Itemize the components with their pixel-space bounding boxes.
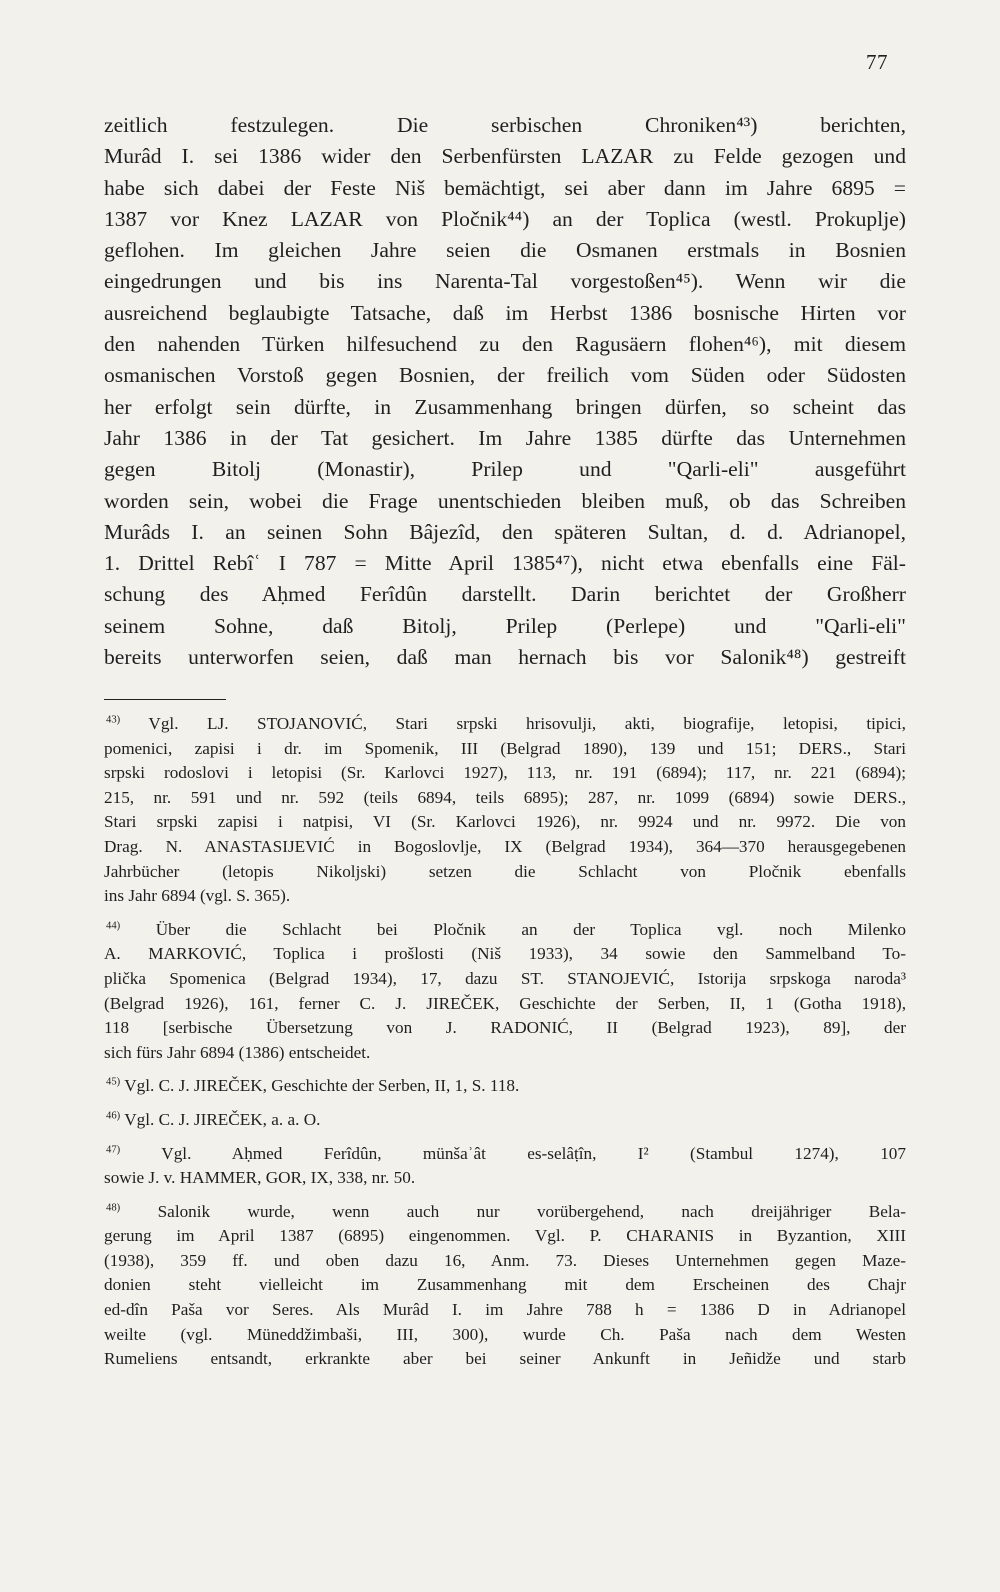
body-line: geflohen. Im gleichen Jahre seien die Osmanen erstmals in Bosnien: [104, 238, 906, 263]
footnote-marker: 48): [106, 1201, 121, 1213]
footnote-47: [104, 1142, 906, 1191]
footnote-48: [104, 1200, 906, 1372]
main-text: [104, 110, 906, 673]
footnote-line: Rumeliens entsandt, erkrankte aber bei seiner Ankunft in Jeñidže und starb: [104, 1349, 906, 1369]
footnote-line: Drag. N. ANASTASIJEVIĆ in Bogoslovlje, IX (Belgrad 1934), 364—370 herausgegebenen: [104, 836, 906, 856]
body-line: seinem Sohne, daß Bitolj, Prilep (Perlepe) und "Qarli-eli": [104, 613, 906, 638]
body-line: bereits unterworfen seien, daß man hernach bis vor Salonik⁴⁸) gestreift: [104, 645, 906, 670]
footnote-marker: 45): [106, 1076, 121, 1088]
footnote-marker: 46): [106, 1110, 121, 1122]
footnote-44: [104, 918, 906, 1066]
footnote-text: Vgl. LJ. STOJANOVIĆ, Stari srpski hrisovulji, akti, biografije, letopisi, tipici,: [148, 714, 906, 733]
footnote-line: plička Spomenica (Belgrad 1934), 17, dazu ST. STANOJEVIĆ, Istorija srpskoga naroda³: [104, 968, 906, 988]
body-line: 1. Drittel Rebîʿ I 787 = Mitte April 1385⁴⁷), nicht etwa ebenfalls eine Fäl-: [104, 551, 906, 576]
footnote-line: A. MARKOVIĆ, Toplica i prošlosti (Niš 1933), 34 sowie den Sammelband To-: [104, 944, 906, 964]
footnote-46: [104, 1108, 906, 1133]
body-line: 1387 vor Knez LAZAR von Pločnik⁴⁴) an der Toplica (westl. Prokuplje): [104, 206, 906, 231]
body-line: osmanischen Vorstoß gegen Bosnien, der freilich vom Süden oder Südosten: [104, 363, 906, 388]
footnote-45: [104, 1074, 906, 1099]
footnote-line: sich fürs Jahr 6894 (1386) entscheidet.: [104, 1042, 371, 1062]
footnote-marker: 47): [106, 1143, 121, 1155]
footnotes: [104, 712, 906, 1381]
body-line: den nahenden Türken hilfesuchend zu den Ragusäern flohen⁴⁶), mit diesem: [104, 332, 906, 357]
footnote-line: 215, nr. 591 und nr. 592 (teils 6894, teils 6895); 287, nr. 1099 (6894) sowie DERS.,: [104, 787, 906, 807]
footnote-line: donien steht vielleicht im Zusammenhang mit dem Erscheinen des Chajr: [104, 1275, 906, 1295]
footnote-text: Salonik wurde, wenn auch nur vorübergehend, nach dreijähriger Bela-: [157, 1201, 907, 1221]
footnote-line: 118 [serbische Übersetzung von J. RADONIĆ, II (Belgrad 1923), 89], der: [104, 1018, 906, 1038]
body-line: zeitlich festzulegen. Die serbischen Chroniken⁴³) berichten,: [104, 113, 906, 137]
footnote-line: Stari srpski zapisi i natpisi, VI (Sr. Karlovci 1926), nr. 9924 und nr. 9972. Die von: [104, 812, 906, 832]
footnote-line: [104, 1074, 906, 1099]
footnote-line: gerung im April 1387 (6895) eingenommen. Vgl. P. CHARANIS in Byzantion, XIII: [104, 1226, 906, 1246]
body-line: worden sein, wobei die Frage unentschieden bleiben muß, ob das Schreiben: [104, 488, 906, 513]
footnote-line: pomenici, zapisi i dr. im Spomenik, III (Belgrad 1890), 139 und 151; DERS., Stari: [104, 738, 906, 758]
body-line: Murâd I. sei 1386 wider den Serbenfürsten LAZAR zu Felde gezogen und: [104, 144, 906, 169]
footnote-marker: 44): [106, 920, 121, 932]
footnote-line: srpski rodoslovi i letopisi (Sr. Karlovci 1927), 113, nr. 191 (6894); 117, nr. 221 (6894);: [104, 763, 906, 783]
footnote-line: [104, 1200, 906, 1225]
footnote-text: Vgl. C. J. JIREČEK, Geschichte der Serben, II, 1, S. 118.: [124, 1076, 520, 1096]
body-line: gegen Bitolj (Monastir), Prilep und "Qarli-eli" ausgeführt: [104, 457, 906, 482]
footnote-line: ed-dîn Paša vor Seres. Als Murâd I. im Jahre 788 h = 1386 D in Adrianopel: [104, 1300, 906, 1320]
body-line: Jahr 1386 in der Tat gesichert. Im Jahre 1385 dürfte das Unternehmen: [104, 425, 906, 450]
footnote-line: ins Jahr 6894 (vgl. S. 365).: [104, 886, 291, 906]
footnote-line: sowie J. v. HAMMER, GOR, IX, 338, nr. 50.: [104, 1168, 416, 1188]
footnote-line: (Belgrad 1926), 161, ferner C. J. JIREČEK, Geschichte der Serben, II, 1 (Gotha 1918),: [104, 993, 906, 1013]
body-line: habe sich dabei der Feste Niš bemächtigt, sei aber dann im Jahre 6895 =: [104, 175, 906, 200]
footnote-line: weilte (vgl. Müneddžimbaši, III, 300), wurde Ch. Paša nach dem Westen: [104, 1324, 906, 1344]
footnote-line: (1938), 359 ff. und oben dazu 16, Anm. 73. Dieses Unternehmen gegen Maze-: [104, 1250, 906, 1270]
page-number: 77: [866, 50, 888, 74]
footnote-line: [104, 1142, 906, 1167]
footnote-line: [104, 1108, 906, 1133]
body-line: her erfolgt sein dürfte, in Zusammenhang bringen dürfen, so scheint das: [104, 394, 906, 419]
body-line: ausreichend beglaubigte Tatsache, daß im Herbst 1386 bosnische Hirten vor: [104, 300, 906, 325]
body-line: schung des Aḥmed Ferîdûn darstellt. Darin berichtet der Großherr: [104, 582, 906, 607]
footnote-separator: [104, 699, 226, 700]
body-line: eingedrungen und bis ins Narenta-Tal vorgestoßen⁴⁵). Wenn wir die: [104, 269, 906, 294]
body-line: Murâds I. an seinen Sohn Bâjezîd, den späteren Sultan, d. d. Adrianopel,: [104, 519, 906, 544]
footnote-line: [104, 918, 906, 943]
footnote-text: Über die Schlacht bei Pločnik an der Toplica vgl. noch Milenko: [155, 919, 906, 939]
footnote-text: Vgl. Aḥmed Ferîdûn, münšaʾât es-selâṭîn, I² (Stambul 1274), 107: [161, 1143, 906, 1163]
footnote-marker: 43): [106, 714, 121, 726]
footnote-43: [104, 712, 906, 909]
footnote-line: Jahrbücher (letopis Nikoljski) setzen die Schlacht von Pločnik ebenfalls: [104, 861, 906, 881]
footnote-text: Vgl. C. J. JIREČEK, a. a. O.: [124, 1109, 321, 1129]
footnote-line: [104, 712, 906, 737]
